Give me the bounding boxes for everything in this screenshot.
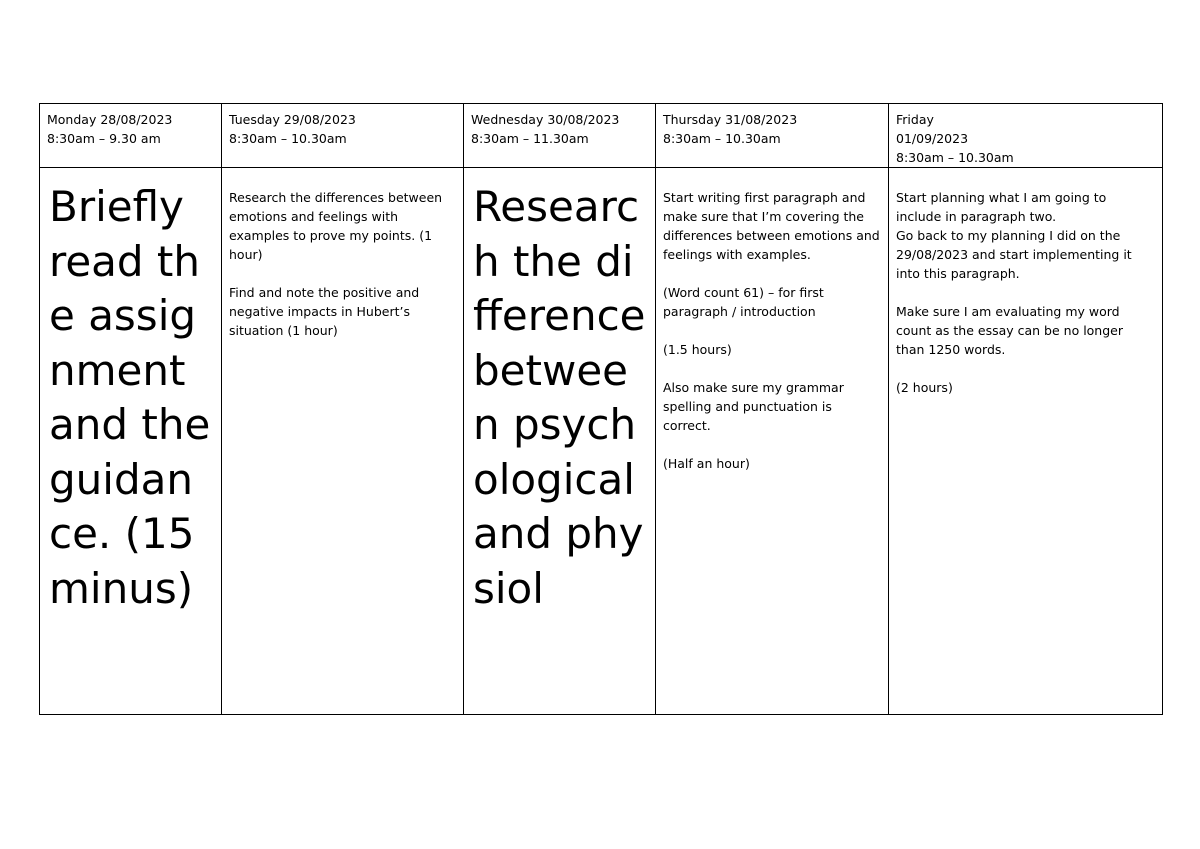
tuesday-task-cell	[222, 168, 464, 715]
monday-task-text: Briefly read the assignment and the guidance. (15 minus)	[49, 182, 211, 613]
date-label: 01/09/2023	[896, 131, 969, 146]
friday-header-cell	[889, 104, 1163, 168]
tuesday-header-cell	[222, 104, 464, 168]
thursday-task-text	[663, 188, 881, 473]
time-range-label: 8:30am – 10.30am	[663, 131, 781, 146]
task-paragraph: Find and note the positive and negative impacts in Hubert’s situation (1 hour)	[229, 285, 420, 338]
friday-task-text	[896, 188, 1155, 397]
task-paragraph: (1.5 hours)	[663, 342, 732, 357]
wednesday-task-cell	[464, 168, 656, 715]
task-line: Start planning what I am going to include in paragraph two.	[896, 190, 1107, 224]
task-line: Go back to my planning I did on the 29/08/2023 and start implementing it into this paragraph.	[896, 228, 1132, 281]
task-paragraph: Start writing first paragraph and make sure that I’m covering the differences between emotions and feelings with examples.	[663, 190, 880, 262]
time-range-label: 8:30am – 10.30am	[229, 131, 347, 146]
day-date-label: Thursday 31/08/2023	[663, 112, 798, 127]
day-label: Friday	[896, 112, 934, 127]
task-paragraph: Research the differences between emotions and feelings with examples to prove my points. (1 hour)	[229, 190, 443, 262]
thursday-header-cell	[656, 104, 889, 168]
task-paragraph: Make sure I am evaluating my word count as the essay can be no longer than 1250 words.	[896, 304, 1123, 357]
tuesday-task-text	[229, 188, 456, 340]
weekly-schedule-table	[39, 103, 1163, 715]
thursday-task-cell	[656, 168, 889, 715]
day-date-label: Monday 28/08/2023	[47, 112, 173, 127]
time-range-label: 8:30am – 10.30am	[896, 150, 1014, 165]
monday-task-cell	[40, 168, 222, 715]
wednesday-header-cell	[464, 104, 656, 168]
time-range-label: 8:30am – 9.30 am	[47, 131, 161, 146]
wednesday-task-text: Research the difference between psychological and physiol	[473, 182, 646, 613]
task-paragraph: (2 hours)	[896, 380, 953, 395]
task-paragraph: Also make sure my grammar spelling and punctuation is correct.	[663, 380, 844, 433]
day-date-label: Tuesday 29/08/2023	[229, 112, 356, 127]
task-paragraph	[896, 188, 1155, 283]
time-range-label: 8:30am – 11.30am	[471, 131, 589, 146]
monday-header-cell	[40, 104, 222, 168]
schedule-header-row	[40, 104, 1163, 168]
task-paragraph: (Word count 61) – for first paragraph / introduction	[663, 285, 824, 319]
task-paragraph: (Half an hour)	[663, 456, 750, 471]
friday-task-cell	[889, 168, 1163, 715]
schedule-task-row	[40, 168, 1163, 715]
day-date-label: Wednesday 30/08/2023	[471, 112, 620, 127]
